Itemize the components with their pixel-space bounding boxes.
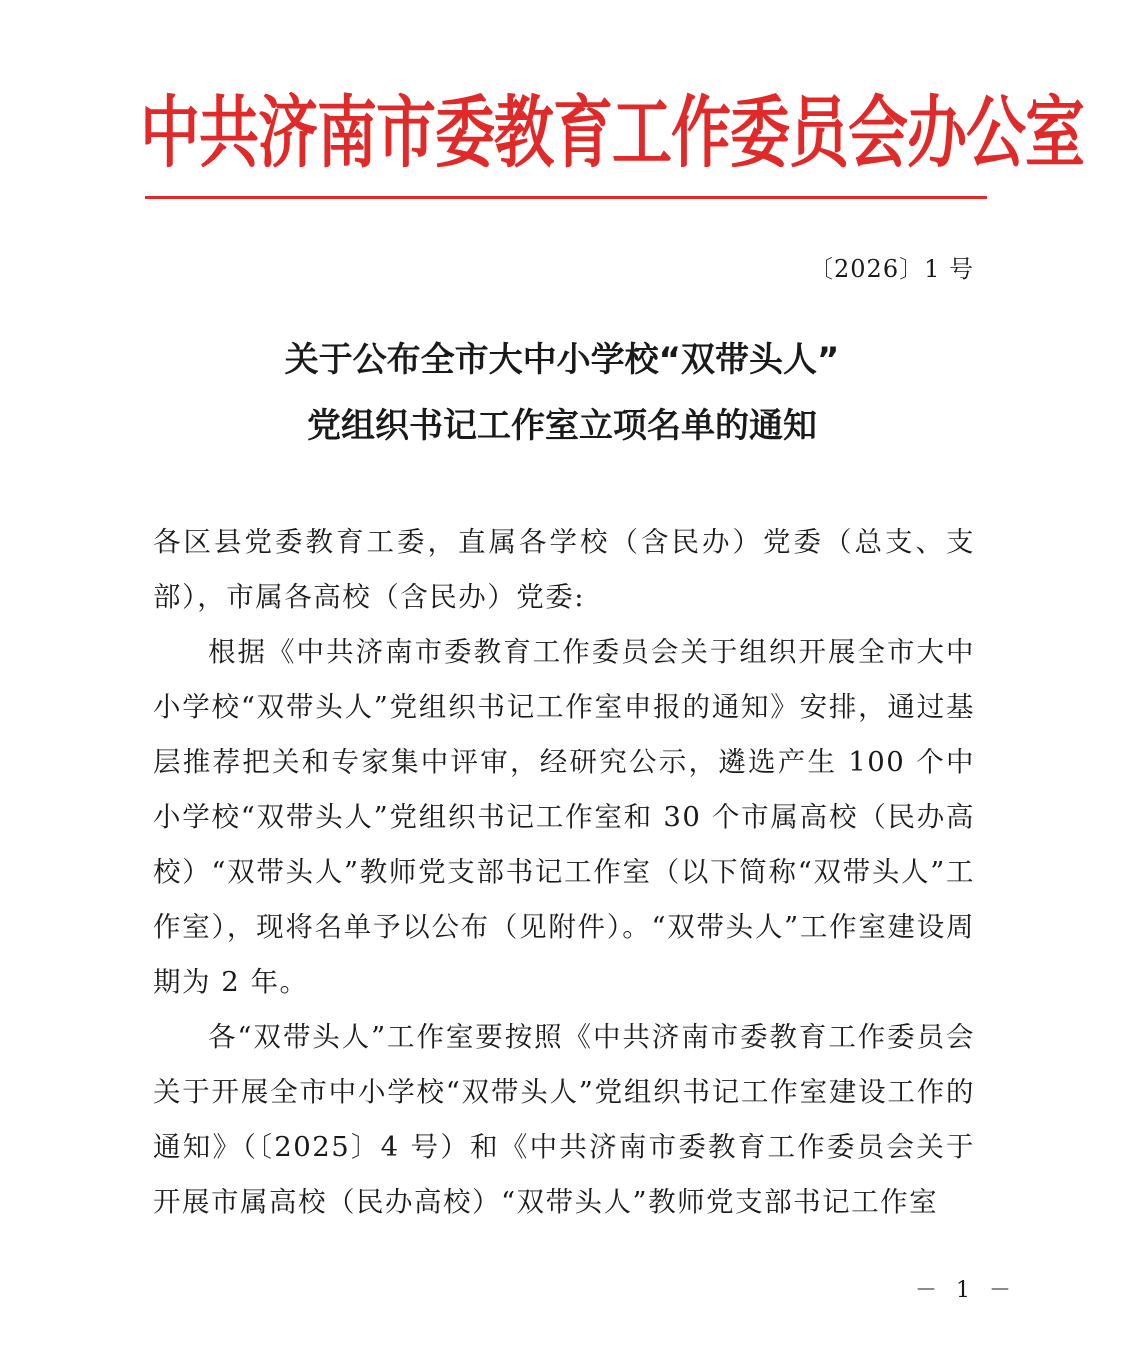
document-title-line-2: 党组织书记工作室立项名单的通知 — [307, 406, 817, 446]
page-number: － 1 － — [915, 1278, 1017, 1303]
body-paragraph-2: 各“双带头人”工作室要按照《中共济南市委教育工作委员会关于开展全市中小学校“双带头人”党组织书记工作室建设工作的通知》（〔2025〕4 号）和《中共济南市委教育工作委员会关于开展市属高校（民办高校）“双带头人”教师党支部书记工作室 — [153, 1021, 975, 1218]
body-paragraph-1: 根据《中共济南市委教育工作委员会关于组织开展全市大中小学校“双带头人”党组织书记工作室申报的通知》安排，通过基层推荐把关和专家集中评审，经研究公示，遴选产生 100 个中小学校“双带头人”党组织书记工作室和 30 个市属高校（民办高校）“双带头人”教师党支部书记工作室（以下简称“双带头人”工作室），现将名单予以公布（见附件）。“双带头人”工作室建设周期为 2 年。 — [153, 636, 975, 998]
red-divider-line — [145, 196, 987, 199]
document-title-line-1: 关于公布全市大中小学校“双带头人” — [284, 340, 840, 380]
document-body — [153, 515, 975, 1230]
document-number: 〔2026〕1 号 — [809, 255, 974, 283]
addressee-paragraph: 各区县党委教育工委，直属各学校（含民办）党委（总支、支部），市属各高校（含民办）党委: — [153, 526, 975, 613]
masthead-organization: 中共济南市委教育工作委员会办公室 — [140, 88, 1084, 179]
